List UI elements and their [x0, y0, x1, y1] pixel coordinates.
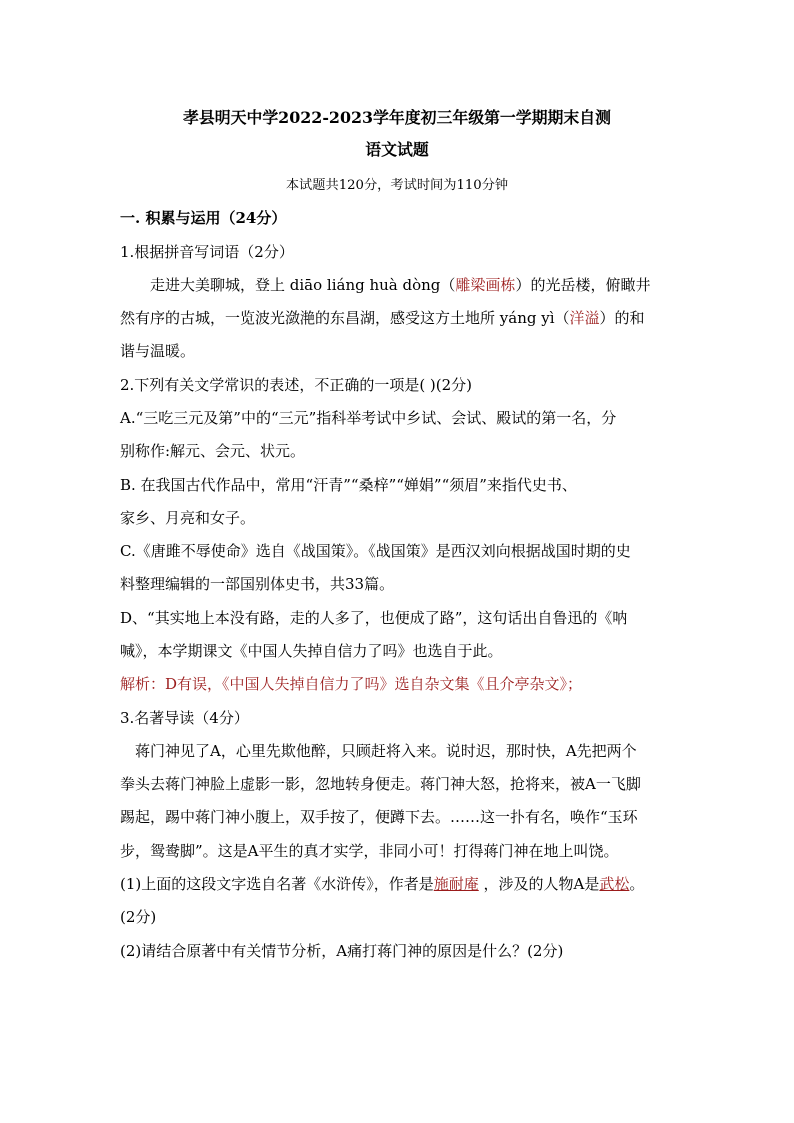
question-1-title: 1.根据拼音写词语（2分） — [120, 243, 294, 261]
passage-line-1: 蒋门神见了A，心里先欺他醉，只顾赶将入来。说时迟，那时快，A先把两个 — [135, 742, 637, 760]
text: ）的光岳楼，俯瞰井 — [515, 276, 651, 294]
option-c-line-2: 料整理编辑的一部国别体史书，共33篇。 — [120, 575, 395, 593]
sub-question-1 — [120, 873, 644, 894]
exam-subject: 语文试题 — [365, 140, 429, 159]
answer-analysis: 解析：D有误，《中国人失掉自信力了吗》选自杂文集《且介亭杂文》； — [120, 675, 583, 693]
option-d-line-1: D、“其实地上本没有路，走的人多了，也便成了路”，这句话出自鲁迅的《呐 — [120, 609, 628, 627]
text: ，涉及的人物A是 — [478, 875, 600, 893]
question-1-line-3: 谐与温暖。 — [120, 342, 196, 360]
answer: 雕梁画栋 — [455, 276, 516, 294]
option-d-line-2: 喊》，本学期课文《中国人失掉自信力了吗》也选自于此。 — [120, 642, 503, 660]
text: ）的和 — [599, 309, 645, 327]
option-b-line-1: B. 在我国古代作品中，常用“汗青”“桑梓”“婵娟”“须眉”来指代史书、 — [120, 476, 577, 494]
answer-author: 施耐庵 — [433, 875, 479, 893]
text: (1)上面的这段文字选自名著《水浒传》，作者是 — [120, 875, 434, 893]
exam-info: 本试题共120分，考试时间为110分钟 — [285, 178, 509, 193]
option-a-line-1: A.“三吃三元及第”中的“三元”指科举考试中乡试、会试、殿试的第一名，分 — [120, 409, 617, 427]
option-a-line-2: 别称作:解元、会元、状元。 — [120, 442, 306, 460]
question-1-line-2 — [120, 307, 645, 328]
sub-question-2: (2)请结合原著中有关情节分析，A痛打蒋门神的原因是什么？(2分) — [120, 942, 564, 960]
section-heading: 一. 积累与运用（24分） — [120, 209, 287, 227]
option-c-line-1: C.《唐雎不辱使命》选自《战国策》。《战国策》是西汉刘向根据战国时期的史 — [120, 542, 631, 560]
question-3-title: 3.名著导读（4分） — [120, 709, 249, 727]
question-1-line-1 — [150, 274, 650, 295]
question-2-title: 2.下列有关文学常识的表述，不正确的一项是( )(2分) — [120, 376, 473, 394]
passage-line-4: 步，鸳鸯脚”。这是A平生的真才实学，非同小可！打得蒋门神在地上叫饶。 — [120, 842, 619, 860]
passage-line-3: 踢起，踢中蒋门神小腹上，双手按了，便蹲下去。……这一扑有名，唤作“玉环 — [120, 808, 638, 826]
sub-question-1-score: (2分) — [120, 908, 157, 926]
passage-line-2: 拳头去蒋门神脸上虚影一影，忽地转身便走。蒋门神大怒，抢将来，被A一飞脚 — [120, 775, 641, 793]
option-b-line-2: 家乡、月亮和女子。 — [120, 509, 256, 527]
answer-character: 武松 — [599, 875, 630, 893]
exam-title: 孝县明天中学2022-2023学年度初三年级第一学期期末自测 — [183, 108, 611, 127]
text: 。 — [629, 875, 645, 893]
text: 然有序的古城，一览波光潋滟的东昌湖，感受这方土地所 yáng yì（ — [120, 309, 570, 327]
text: 走进大美聊城，登上 diāo liáng huà dòng（ — [150, 276, 456, 294]
answer: 洋溢 — [569, 309, 600, 327]
